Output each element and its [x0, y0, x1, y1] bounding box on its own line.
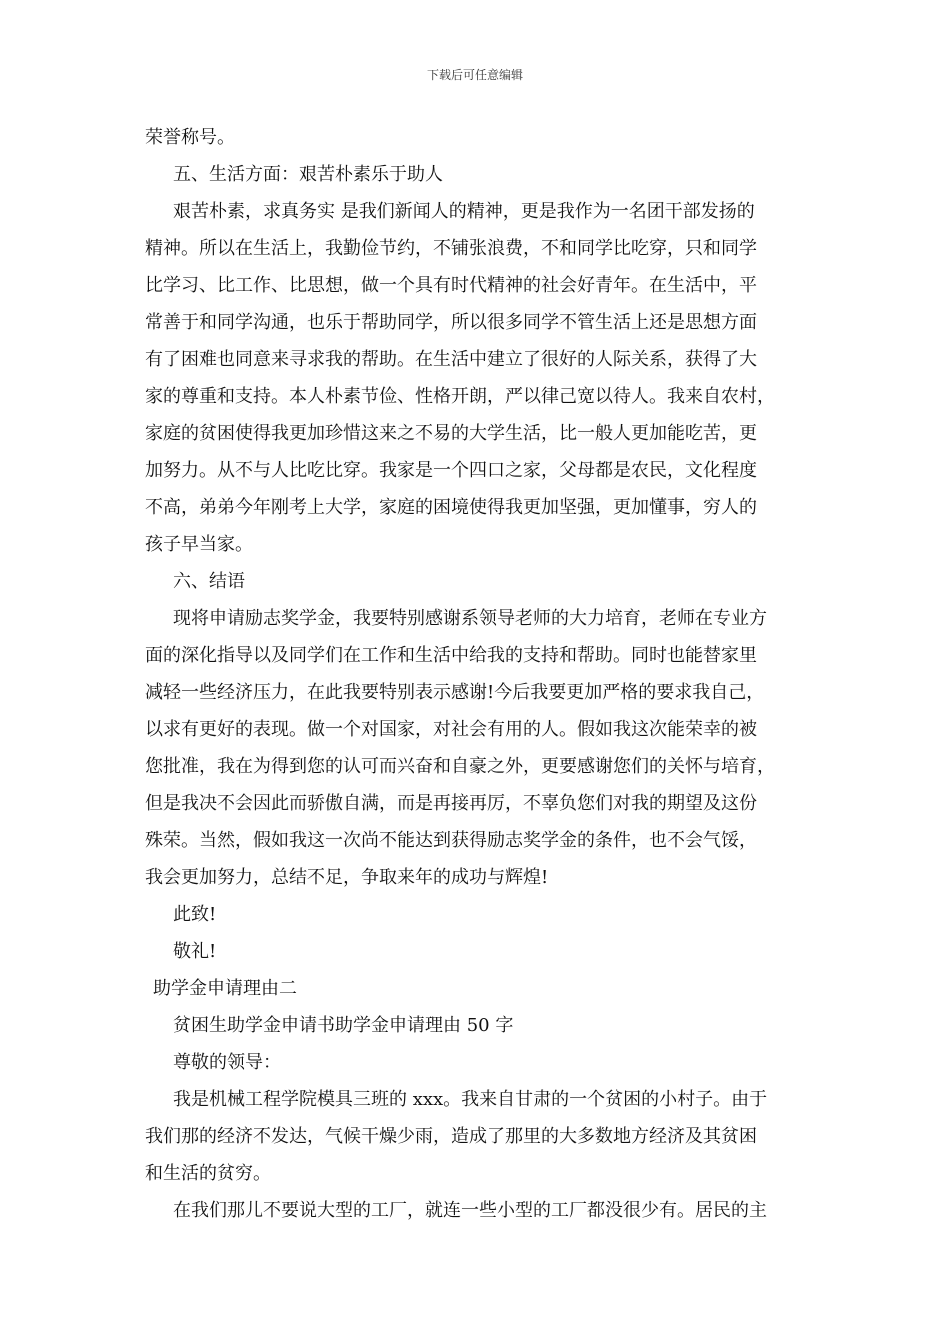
text-line: 您批准，我在为得到您的认可而兴奋和自豪之外，更要感谢您们的关怀与培育， — [145, 756, 775, 777]
text-line: 家的尊重和支持。本人朴素节俭、性格开朗，严以律己宽以待人。我来自农村， — [145, 386, 775, 407]
text-line: 精神。所以在生活上，我勤俭节约，不铺张浪费，不和同学比吃穿，只和同学 — [145, 238, 757, 259]
text-line: 五、生活方面：艰苦朴素乐于助人 — [173, 164, 443, 185]
text-line: 现将申请励志奖学金，我要特别感谢系领导老师的大力培育，老师在专业方 — [173, 608, 767, 629]
text-line: 我们那的经济不发达，气候干燥少雨，造成了那里的大多数地方经济及其贫困 — [145, 1126, 757, 1147]
text-line: 减轻一些经济压力，在此我要特别表示感谢!今后我要更加严格的要求我自己， — [145, 682, 765, 703]
text-line: 面的深化指导以及同学们在工作和生活中给我的支持和帮助。同时也能替家里 — [145, 645, 757, 666]
text-line: 此致! — [173, 904, 217, 925]
text-line: 不高，弟弟今年刚考上大学，家庭的困境使得我更加坚强，更加懂事，穷人的 — [145, 497, 757, 518]
text-line: 艰苦朴素，求真务实 是我们新闻人的精神，更是我作为一名团干部发扬的 — [173, 201, 755, 222]
text-line: 殊荣。当然，假如我这一次尚不能达到获得励志奖学金的条件，也不会气馁， — [145, 830, 757, 851]
text-line: 六、结语 — [173, 571, 245, 592]
text-line: 家庭的贫困使得我更加珍惜这来之不易的大学生活，比一般人更加能吃苦，更 — [145, 423, 757, 444]
document-body — [145, 119, 817, 1229]
text-line: 助学金申请理由二 — [153, 978, 297, 999]
page-header: 下载后可任意编辑 — [426, 68, 523, 82]
text-line: 尊敬的领导： — [173, 1052, 281, 1073]
text-line: 但是我决不会因此而骄傲自满，而是再接再厉，不辜负您们对我的期望及这份 — [145, 793, 757, 814]
text-line: 我会更加努力，总结不足，争取来年的成功与辉煌! — [145, 867, 549, 888]
text-line: 在我们那儿不要说大型的工厂，就连一些小型的工厂都没很少有。居民的主 — [173, 1200, 767, 1221]
text-line: 常善于和同学沟通，也乐于帮助同学，所以很多同学不管生活上还是思想方面 — [145, 312, 757, 333]
text-line: 比学习、比工作、比思想，做一个具有时代精神的社会好青年。在生活中，平 — [145, 275, 757, 296]
text-line: 贫困生助学金申请书助学金申请理由 50 字 — [173, 1015, 514, 1036]
text-line: 加努力。从不与人比吃比穿。我家是一个四口之家，父母都是农民，文化程度 — [145, 460, 757, 481]
text-line: 敬礼! — [173, 941, 217, 962]
text-line: 和生活的贫穷。 — [145, 1163, 271, 1184]
text-line: 以求有更好的表现。做一个对国家，对社会有用的人。假如我这次能荣幸的被 — [145, 719, 757, 740]
text-line: 有了困难也同意来寻求我的帮助。在生活中建立了很好的人际关系，获得了大 — [145, 349, 757, 370]
text-line: 荣誉称号。 — [145, 127, 235, 148]
text-line: 孩子早当家。 — [145, 534, 253, 555]
text-line: 我是机械工程学院模具三班的 xxx。我来自甘肃的一个贫困的小村子。由于 — [173, 1089, 768, 1110]
